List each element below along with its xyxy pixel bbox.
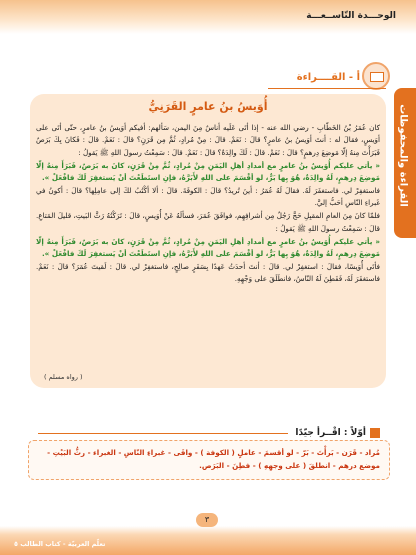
section-heading: أ - القــــراءة xyxy=(296,72,360,83)
source-citation: ( رواه مسلم ) xyxy=(44,373,83,381)
side-tab-label: القراءة والمحفوظات xyxy=(397,104,409,207)
exercise-marker-icon xyxy=(370,428,380,438)
page-number: ٣ xyxy=(196,513,218,527)
story-title: أُوَيسُ بنُ عامرٍ القَرَنِيُّ xyxy=(148,100,268,113)
hadith-quote: « يأتي عليكم أُوَيسُ بنُ عامرٍ مع أمدادِ أهلِ اليَمَنِ مِنْ مُرادٍ، ثُمَّ مِنْ قَرَنٍ، كانَ به بَرَصٌ، فَبَرَأَ مِنهُ إلّا مَوضِعَ دِرهمٍ، لَهُ والِدَةٌ، هُوَ بِها بَرٌّ، لو أقْسَمَ على اللهِ لأَبَرَّهُ، فإنِ استَطَعْتَ أنْ يَستغفِرَ لَكَ فافْعَلْ ». xyxy=(36,236,380,259)
exercise-divider xyxy=(38,433,288,434)
story-paragraph: فاستغفِرْ لي. فاستغفَرَ لَهُ. فقالَ لَهُ عُمَرُ : أينَ تُريدُ؟ قالَ : الكوفَةَ. قالَ : ألا أكْتُبُ لكَ إلى عامِلِها؟ قالَ : أكونُ في غَبراءِ النّاسِ أحَبُّ إليَّ. xyxy=(36,186,380,208)
hadith-quote: « يأتي عليكم أُوَيسُ بنُ عامرٍ مع أمدادِ أهلِ اليَمَنِ مِنْ مُرادٍ، ثُمَّ مِنْ قَرَنٍ، كانَ به بَرَصٌ، فَبَرَأَ مِنهُ إلّا مَوضِعَ دِرهمٍ، لَهُ والِدَةٌ، هُوَ بِها بَرٌّ، لو أقْسَمَ على اللهِ لأَبَرَّهُ، فإنِ استَطَعْتَ أنْ يَستغفِرَ لَكَ فافْعَلْ ». xyxy=(36,160,380,183)
book-icon xyxy=(362,62,390,90)
exercise-heading: أوّلاً : اقْــرأ جيّدًا xyxy=(295,428,366,438)
story-body xyxy=(36,122,380,286)
unit-title: الوحـــدة التّاســعـــة xyxy=(306,11,396,21)
section-divider xyxy=(268,88,386,89)
vocabulary-list: مُراد - قَرَن - بَرأْتَ - بَرّ - لو أقسمَ - عاملٍ ( الكوفة ) - وافَى - غبراءِ النّاسِ - الغبراء - رثُّ البَيْتِ - موضع درهم - انطلقَ ( على وجهِهِ ) - فطِنَ - البَرَص. xyxy=(47,448,380,470)
story-paragraph: فلمّا كانَ مِنَ العامِ المقبِلِ حَجَّ رَجُلٌ مِن أشرافِهِم، فوافَقَ عُمَرَ، فسألَهُ عَنْ أُوَيسٍ، قالَ : تَرَكْتُهُ رَثَّ البَيتِ، قليلَ المَتاعِ. قالَ : سَمِعْتُ رسولَ اللهِ ﷺ يَقولُ : xyxy=(36,211,380,233)
book-label: تعلّم العربيّة - كتاب الطالب ٥ xyxy=(14,540,106,548)
story-paragraph: كان عُمَرُ بْنُ الخَطّابِ - رضي الله عنه - إذا أتَى عَلَيه أناسٌ مِنَ اليمن، سَألهم: أفيكم أوَيسُ بنُ عامرٍ، حتّى أتَى على أوَيسٍ، فقالَ له : أنتَ أوَيسُ بنُ عامرٍ؟ قالَ : نَعَمْ. قالَ : مِنْ مُرادٍ، ثُمَّ مِن قَرَنٍ؟ قالَ : نَعَمْ. قالَ : فَكانَ بِكَ بَرَصٌ فَبَرَأْتَ مِنهُ إلّا مَوضِعَ دِرهمٍ؟ قالَ : نَعَمْ. قالَ : لَكَ والِدَةٌ؟ قالَ : نَعَمْ. قالَ : سَمِعْتُ رسولَ اللهِ ﷺ يَقولُ : xyxy=(36,123,380,157)
story-paragraph: فأتَى أُوَيسًا، فقالَ : استغفِرْ لي. قالَ : أنتَ أحدَثُ عَهدًا بِسَفَرٍ صالِحٍ، فاستغفِرْ لي. قالَ : لَقيتَ عُمَرَ؟ قالَ : نَعَمْ. فاستغفَرَ لَهُ، فَفَطِنَ لَهُ النّاسُ، فانطَلَقَ على وَجْهِهِ. xyxy=(36,261,380,284)
